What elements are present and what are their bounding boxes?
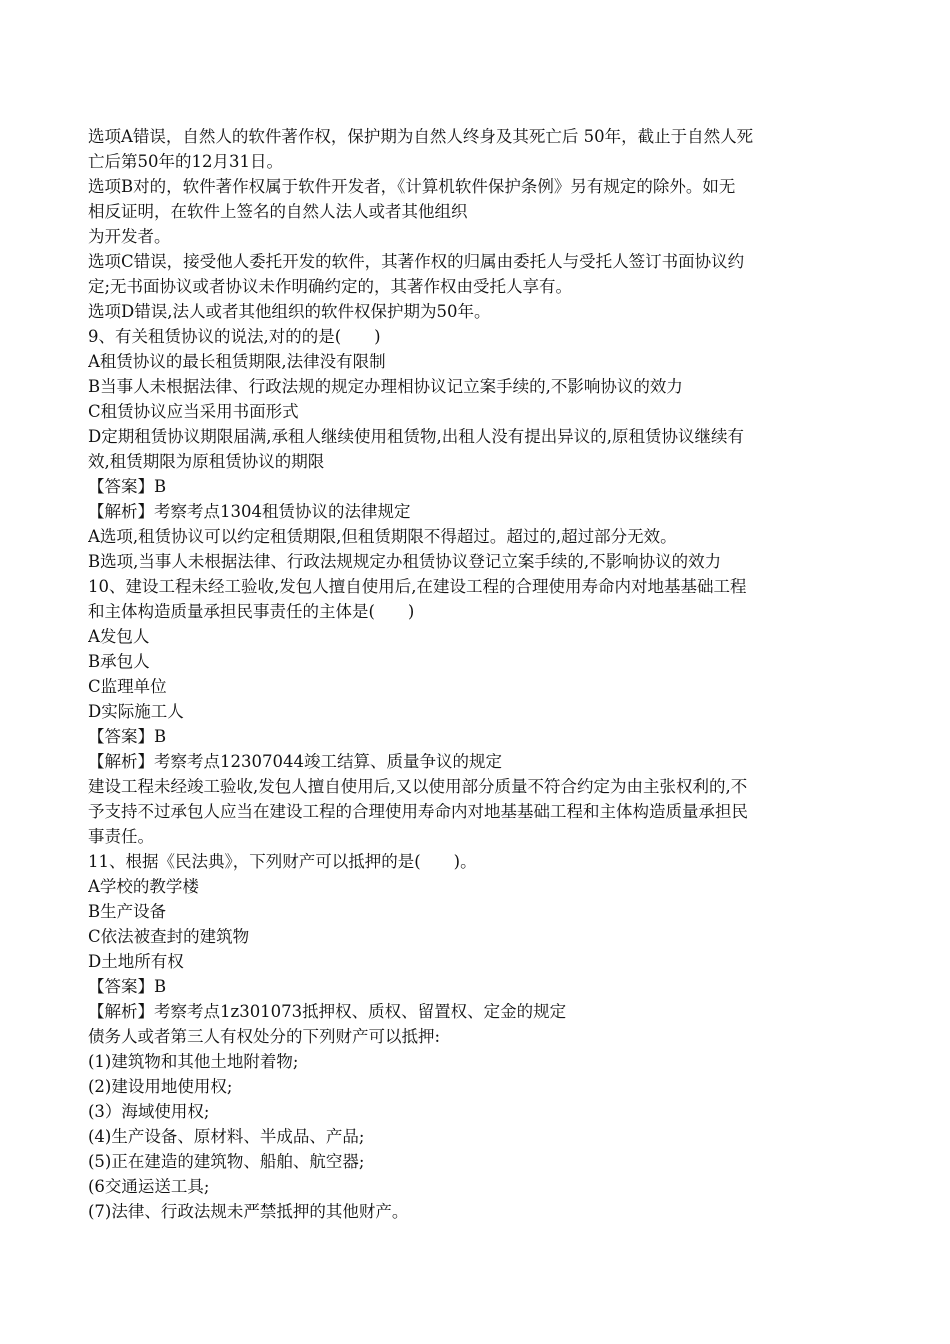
question-10-title: 10、建设工程未经工验收,发包人擅自使用后,在建设工程的合理使用寿命内对地基基础工程 xyxy=(88,577,747,596)
analysis-label: 【解析】考察考点1304租赁协议的法律规定 xyxy=(88,502,411,521)
answer-label: 【答案】B xyxy=(88,477,167,496)
question-9-title: 9、有关租赁协议的说法,对的的是( ) xyxy=(88,327,381,346)
text-line: A选项,租赁协议可以约定租赁期限,但租赁期限不得超过。超过的,超过部分无效。 xyxy=(88,527,677,546)
option-c: C租赁协议应当采用书面形式 xyxy=(88,402,299,421)
text-line: 建设工程未经竣工验收,发包人擅自使用后,又以使用部分质量不符合约定为由主张权利的,不 xyxy=(88,777,748,796)
text-line: B选项,当事人未根据法律、行政法规规定办租赁协议登记立案手续的,不影响协议的效力 xyxy=(88,552,722,571)
option-a: A学校的教学楼 xyxy=(88,877,199,896)
text-line: 为开发者。 xyxy=(88,227,171,246)
analysis-label: 【解析】考察考点12307044竣工结算、质量争议的规定 xyxy=(88,752,502,771)
text-line: 事责任。 xyxy=(88,827,154,846)
option-a: A发包人 xyxy=(88,627,150,646)
option-b: B当事人未根据法律、行政法规的规定办理相协议记立案手续的,不影响协议的效力 xyxy=(88,377,683,396)
document-page xyxy=(88,124,863,1224)
option-a: A租赁协议的最长租赁期限,法律没有限制 xyxy=(88,352,386,371)
text-line: 选项B对的，软件著作权属于软件开发者，《计算机软件保护条例》另有规定的除外。如无 xyxy=(88,177,736,196)
option-d: D实际施工人 xyxy=(88,702,184,721)
option-d: D土地所有权 xyxy=(88,952,184,971)
text-line: 予支持不过承包人应当在建设工程的合理使用寿命内对地基基础工程和主体构造质量承担民 xyxy=(88,802,748,821)
text-line: 相反证明，在软件上签名的自然人法人或者其他组织 xyxy=(88,202,468,221)
option-c: C监理单位 xyxy=(88,677,167,696)
option-c: C依法被查封的建筑物 xyxy=(88,927,250,946)
text-line: 亡后第50年的12月31日。 xyxy=(88,152,283,171)
list-item: (1)建筑物和其他土地附着物; xyxy=(88,1052,299,1071)
text-line: 选项C错误，接受他人委托开发的软件，其著作权的归属由委托人与受托人签订书面协议约 xyxy=(88,252,745,271)
text-line: 选项A错误，自然人的软件著作权，保护期为自然人终身及其死亡后 50年，截止于自然人死 xyxy=(88,127,754,146)
option-b: B承包人 xyxy=(88,652,150,671)
list-item: (5)正在建造的建筑物、船舶、航空器; xyxy=(88,1152,365,1171)
text-line: 选项D错误,法人或者其他组织的软件权保护期为50年。 xyxy=(88,302,491,321)
list-item: (2)建设用地使用权; xyxy=(88,1077,233,1096)
text-line: 效,租赁期限为原租赁协议的期限 xyxy=(88,452,325,471)
option-b: B生产设备 xyxy=(88,902,167,921)
list-item: (7)法律、行政法规未严禁抵押的其他财产。 xyxy=(88,1202,409,1221)
text-line: 定;无书面协议或者协议未作明确约定的，其著作权由受托人享有。 xyxy=(88,277,573,296)
answer-label: 【答案】B xyxy=(88,727,167,746)
option-d: D定期租赁协议期限届满,承租人继续使用租赁物,出租人没有提出异议的,原租赁协议继续有 xyxy=(88,427,744,446)
answer-label: 【答案】B xyxy=(88,977,167,996)
list-item: (3）海域使用权; xyxy=(88,1102,210,1121)
list-item: (4)生产设备、原材料、半成品、产品; xyxy=(88,1127,365,1146)
analysis-label: 【解析】考察考点1z301073抵押权、质权、留置权、定金的规定 xyxy=(88,1002,567,1021)
text-line: 和主体构造质量承担民事责任的主体是( ) xyxy=(88,602,415,621)
question-11-title: 11、根据《民法典》，下列财产可以抵押的是( )。 xyxy=(88,852,477,871)
list-item: (6交通运送工具; xyxy=(88,1177,210,1196)
text-line: 债务人或者第三人有权处分的下列财产可以抵押: xyxy=(88,1027,441,1046)
